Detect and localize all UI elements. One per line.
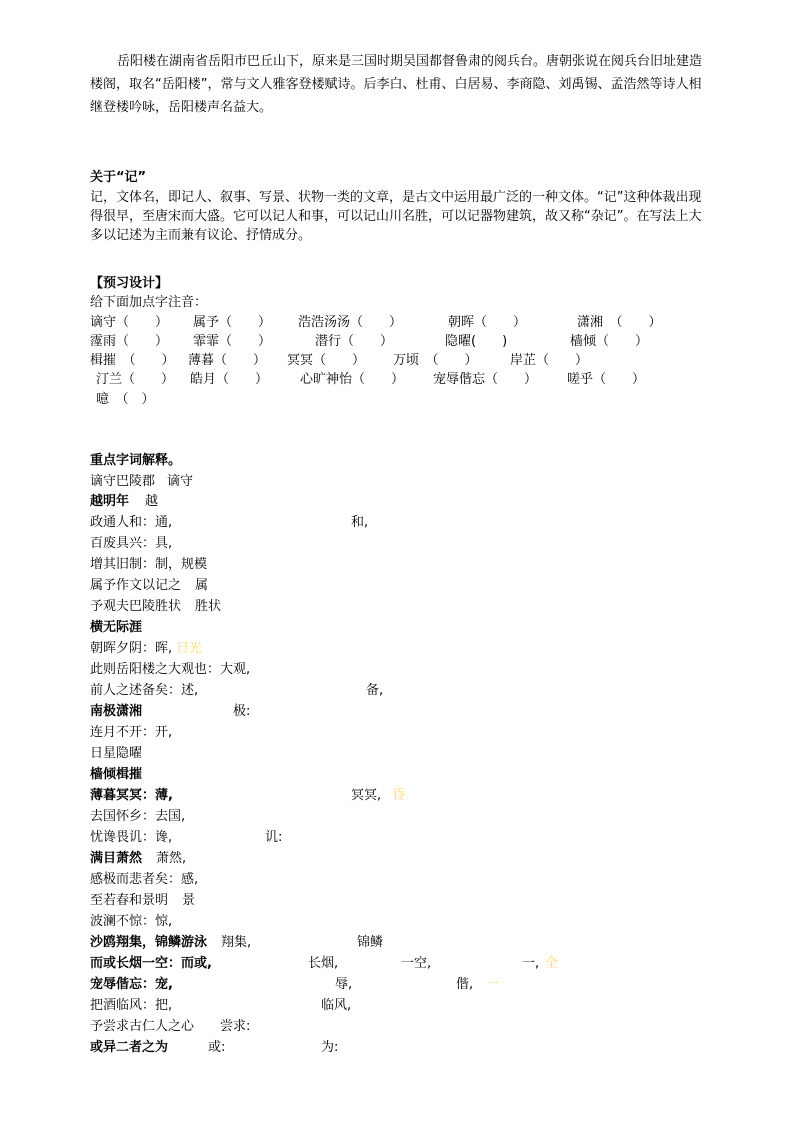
keyword-item: 政通人和：通, 和, [90,515,369,530]
keyword-item: 横无际涯 [90,620,143,635]
keyword-item: 属予作文以记之 属 [90,578,209,593]
keyword-item: 日星隐曜 [90,746,143,761]
keyword-item: 宠辱偕忘：宠, 辱, 偕, 一 [90,977,500,992]
preview-heading: 【预习设计】 [90,276,169,291]
pinyin-item: 潇湘 （ ） [577,315,662,330]
keyword-item: 此则岳阳楼之大观也：大观, [90,662,251,677]
keyword-item: 增其旧制：制，规模 [90,557,208,572]
pinyin-item: 皓月（ ） [190,372,269,387]
keyword-item: 满目萧然 萧然, [90,851,187,866]
keyword-item: 越明年 越 [90,494,159,509]
keyword-item: 连月不开：开, [90,725,173,740]
pinyin-item: 楫摧 （ ） [90,353,175,368]
keyword-item: 把酒临风：把, 临风, [90,998,352,1013]
keyword-item: 予观夫巴陵胜状 胜状 [90,599,222,614]
keyword-item: 去国怀乡：去国, [90,809,186,824]
keyword-item: 前人之述备矣：述, 备, [90,683,384,698]
intro-paragraph: 岳阳楼在湖南省岳阳市巴丘山下，原来是三国时期吴国都督鲁肃的阅兵台。唐朝张说在阅兵台旧址建造楼阁，取名“岳阳楼”，常与文人雅客登楼赋诗。后李白、杜甫、白居易、李商隐、刘禹锡、孟浩然等诗人相继登楼吟咏，岳阳楼声名益大。 [90,54,703,115]
pinyin-item: 冥冥（ ） [287,353,366,368]
keyword-item: 南极潇湘 极: [90,704,251,719]
pinyin-item: 朝晖（ ） [448,315,527,330]
pinyin-item: 汀兰（ ） [96,372,175,387]
keyword-item: 至若春和景明 景 [90,893,196,908]
pinyin-item: 隐曜( ) [445,334,508,349]
pinyin-item: 宠辱偕忘（ ） [433,372,538,387]
keyword-item: 谪守巴陵郡 谪守 [90,474,194,489]
pinyin-item: 岸芷（ ） [510,353,589,368]
keyword-item: 波澜不惊：惊, [90,914,173,929]
keyword-item: 予尝求古仁人之心 尝求: [90,1019,251,1034]
keyword-item: 樯倾楫摧 [90,767,143,782]
pinyin-item: 霪雨（ ） [90,334,169,349]
pinyin-item: 噫 （ ） [96,392,155,407]
pinyin-item: 属予（ ） [193,315,272,330]
keyword-item: 或异二者之为 或: 为: [90,1040,339,1055]
keyword-item: 百废具兴：具, [90,536,173,551]
pinyin-item: 心旷神怡（ ） [300,372,405,387]
keyword-item: 而或长烟一空：而或, 长烟, 一空, 一, 全 [90,956,559,971]
keyword-item: 沙鸥翔集，锦鳞游泳 翔集, 锦鳞 [90,935,384,950]
pinyin-item: 霏霏（ ） [193,334,272,349]
about-ji-text: 记，文体名，即记人、叙事、写景、状物一类的文章，是古文中运用最广泛的一种文体。“记”这种体裁出现得很早，至唐宋而大盛。它可以记人和事，可以记山川名胜，可以记器物建筑，故又称“杂记”。在写法上大多以记述为主而兼有议论、抒情成分。 [90,190,702,243]
pinyin-item: 谪守（ ） [90,315,169,330]
keyword-item: 忧谗畏讥：谗, 讥: [90,830,283,845]
pinyin-item: 樯倾（ ） [570,334,649,349]
preview-instruction: 给下面加点字注音： [90,295,208,310]
pinyin-item: 浩浩汤汤（ ） [298,315,403,330]
keyword-item: 感极而悲者矣：感, [90,872,199,887]
keyword-item: 薄暮冥冥：薄, 冥冥, 昏 [90,788,406,803]
pinyin-item: 万顷 （ ） [393,353,478,368]
pinyin-item: 薄暮（ ） [188,353,267,368]
keywords-heading: 重点字词解释。 [90,453,182,468]
about-ji-heading: 关于“记” [90,170,147,185]
pinyin-item: 嗟乎（ ） [567,372,646,387]
pinyin-item: 潜行（ ） [315,334,394,349]
keyword-item: 朝晖夕阴：晖, 日光 [90,641,203,656]
